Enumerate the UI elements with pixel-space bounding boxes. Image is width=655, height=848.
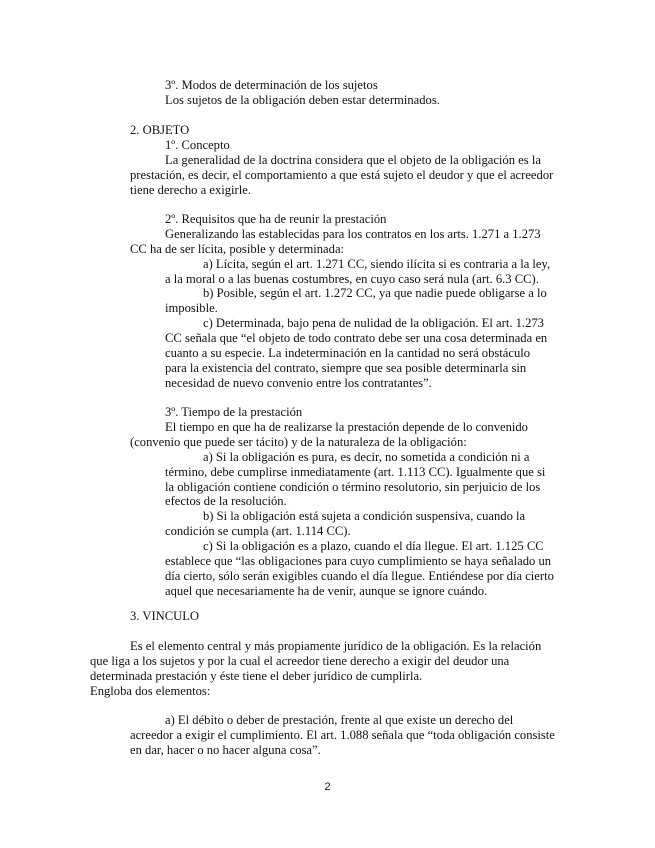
paragraph-line: Es el elemento central y más propiamente jurídico de la obligación. Es la relación — [130, 639, 542, 653]
paragraph-line: Engloba dos elementos: — [90, 684, 211, 698]
list-item-line: establece que “las obligaciones para cuyo cumplimiento se haya señalado un — [165, 554, 552, 568]
list-item-line: condición se cumpla (art. 1.114 CC). — [165, 524, 351, 538]
list-item-line: día cierto, sólo serán exigibles cuando el día llegue. Entiéndese por día cierto — [165, 569, 554, 583]
paragraph-line: Los sujetos de la obligación deben estar determinados. — [165, 93, 440, 107]
list-item-debito: a) El débito o deber de prestación, frente al que existe un derecho del — [165, 713, 514, 727]
paragraph-line: determinada prestación y éste tiene el deber jurídico de cumplirla. — [90, 669, 423, 683]
subheading-requisitos: 2º. Requisitos que ha de reunir la prestación — [165, 212, 387, 226]
section-heading-modos-sujetos: 3º. Modos de determinación de los sujetos — [165, 78, 378, 92]
paragraph-line: Generalizando las establecidas para los contratos en los arts. 1.271 a 1.273 — [165, 227, 541, 241]
section-heading-objeto: 2. OBJETO — [130, 123, 190, 137]
list-item-line: necesidad de nuevo convenio entre los contratantes”. — [165, 376, 432, 390]
paragraph-line: CC ha de ser lícita, posible y determinada: — [130, 242, 345, 256]
paragraph-line: tiene derecho a exigirle. — [130, 183, 251, 197]
list-item-line: término, debe cumplirse inmediatamente (art. 1.113 CC). Igualmente que si — [165, 465, 546, 479]
paragraph-line: que liga a los sujetos y por la cual el acreedor tiene derecho a exigir del deudor una — [90, 654, 510, 668]
list-item-line: para la existencia del contrato, siempre que sea posible determinarla sin — [165, 361, 527, 375]
list-item-line: cuanto a su especie. La indeterminación en la cantidad no será obstáculo — [165, 346, 531, 360]
paragraph-line: El tiempo en que ha de realizarse la prestación depende de lo convenido — [165, 420, 528, 434]
list-item-line: efectos de la resolución. — [165, 494, 287, 508]
subheading-tiempo: 3º. Tiempo de la prestación — [165, 405, 303, 419]
list-item-pura: a) Si la obligación es pura, es decir, no sometida a condición ni a — [203, 450, 530, 464]
list-item-line: imposible. — [165, 301, 218, 315]
list-item-licita: a) Lícita, según el art. 1.271 CC, siendo ilícita si es contraria a la ley, — [203, 257, 551, 271]
subheading-concepto: 1º. Concepto — [165, 138, 230, 152]
list-item-line: aquel que necesariamente ha de venir, aunque se ignore cuándo. — [165, 584, 488, 598]
page-number: 2 — [324, 781, 331, 793]
section-heading-vinculo: 3. VINCULO — [130, 609, 200, 623]
list-item-line: en dar, hacer o no hacer alguna cosa”. — [130, 743, 321, 757]
list-item-line: acreedor a exigir el cumplimiento. El art. 1.088 señala que “toda obligación consiste — [130, 728, 555, 742]
paragraph-line: prestación, es decir, el comportamiento a que está sujeto el deudor y que el acreedor — [130, 168, 554, 182]
list-item-suspensiva: b) Si la obligación está sujeta a condición suspensiva, cuando la — [203, 509, 526, 523]
paragraph-line: La generalidad de la doctrina considera que el objeto de la obligación es la — [165, 153, 541, 167]
list-item-line: la obligación contiene condición o término resolutorio, sin perjuicio de los — [165, 480, 541, 494]
paragraph-line: (convenio que puede ser tácito) y de la naturaleza de la obligación: — [130, 435, 467, 449]
list-item-line: CC señala que “el objeto de todo contrato debe ser una cosa determinada en — [165, 331, 548, 345]
list-item-determinada: c) Determinada, bajo pena de nulidad de la obligación. El art. 1.273 — [203, 316, 544, 330]
list-item-posible: b) Posible, según el art. 1.272 CC, ya que nadie puede obligarse a lo — [203, 286, 547, 300]
list-item-line: a la moral o a las buenas costumbres, en cuyo caso será nula (art. 6.3 CC). — [165, 272, 539, 286]
list-item-plazo: c) Si la obligación es a plazo, cuando el día llegue. El art. 1.125 CC — [203, 539, 544, 553]
